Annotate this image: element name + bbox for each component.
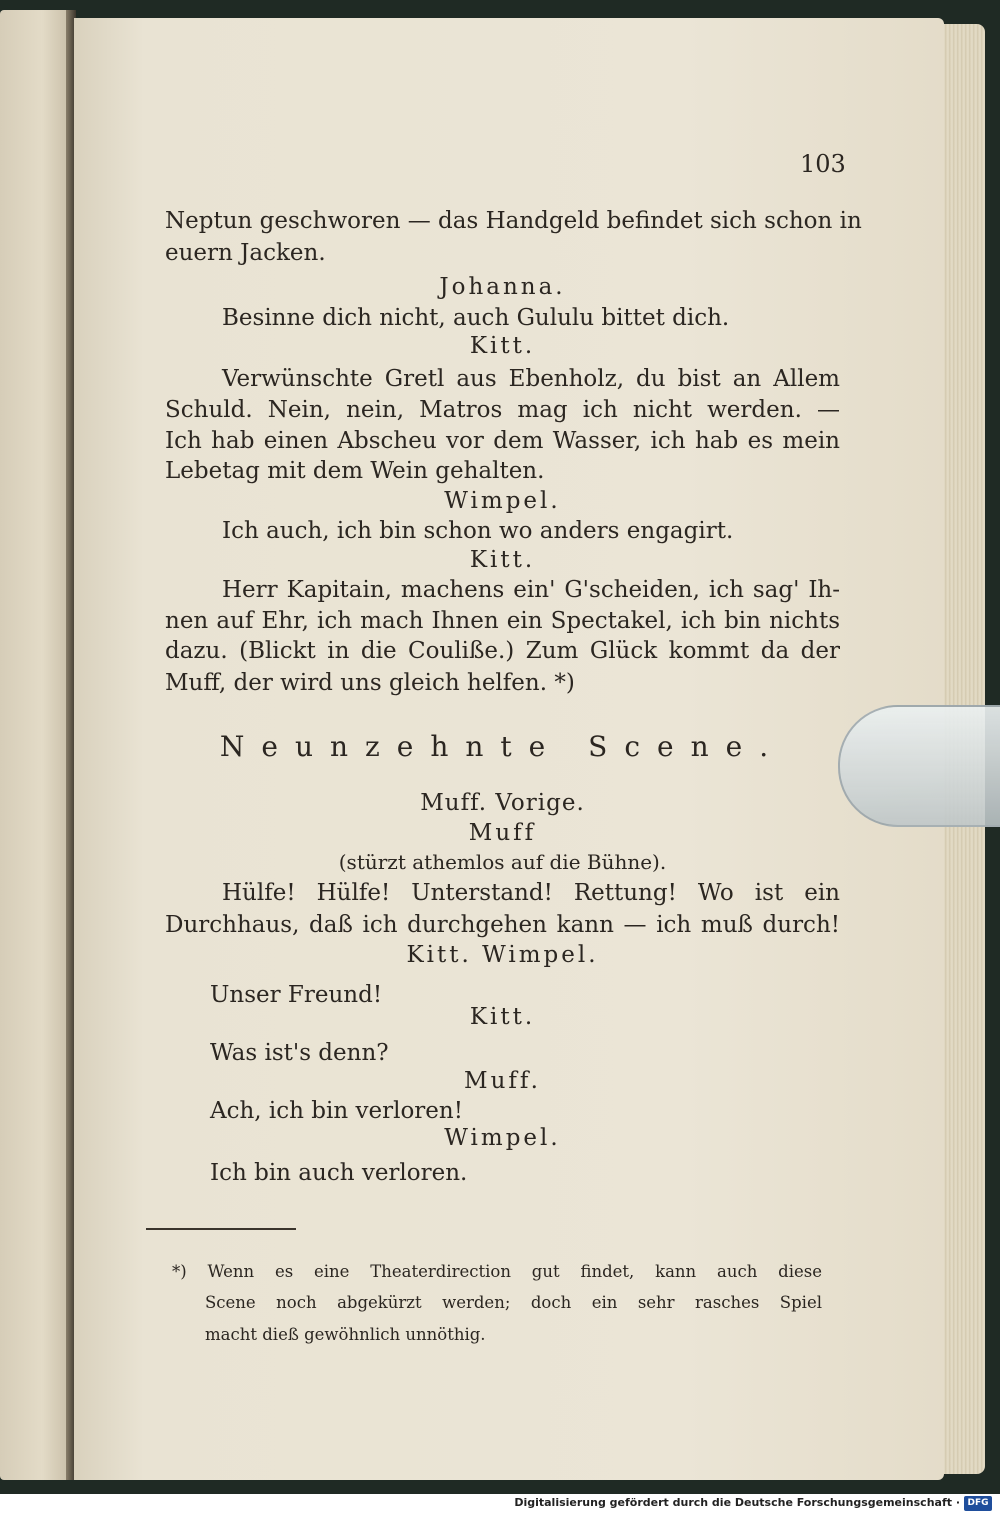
left-page-edge xyxy=(0,10,70,1480)
footnote-line: Scene noch abgekürzt werden; doch ein sehr rasches Spiel xyxy=(205,1293,822,1312)
text-line: Was ist's denn? xyxy=(210,1040,389,1066)
text-line: Lebetag mit dem Wein gehalten. xyxy=(165,458,545,484)
cast-list: Muff. Vorige. xyxy=(420,790,585,816)
text-line: euern Jacken. xyxy=(165,240,326,266)
page-number: 103 xyxy=(800,150,846,178)
speaker-label: Kitt. Wimpel. xyxy=(406,942,599,968)
speaker-label: Wimpel. xyxy=(444,1125,561,1151)
dfg-logo: DFG xyxy=(964,1496,992,1511)
speaker-label: Kitt. xyxy=(469,547,536,573)
speaker-label: Johanna. xyxy=(439,274,566,300)
scene-heading: Neunzehnte Scene. xyxy=(219,730,786,763)
footer-credit: Digitalisierung gefördert durch die Deutsche Forschungsgemeinschaft · xyxy=(514,1496,960,1509)
text-line: Muff, der wird uns gleich helfen. *) xyxy=(165,670,575,696)
footnote-rule xyxy=(146,1228,296,1230)
text-line: Ich auch, ich bin schon wo anders engagirt. xyxy=(222,518,734,544)
stage-direction: (stürzt athemlos auf die Bühne). xyxy=(338,850,667,874)
text-line: Ach, ich bin verloren! xyxy=(210,1098,463,1124)
speaker-label: Kitt. xyxy=(469,1004,536,1030)
text-line: Durchhaus, daß ich durchgehen kann — ich muß durch! xyxy=(165,912,840,938)
text-line: Hülfe! Hülfe! Unterstand! Rettung! Wo ist ein xyxy=(222,880,840,906)
speaker-label: Wimpel. xyxy=(444,488,561,514)
text-line: nen auf Ehr, ich mach Ihnen ein Spectakel, ich bin nichts xyxy=(165,608,840,634)
text-line: Ich hab einen Abscheu vor dem Wasser, ich hab es mein xyxy=(165,428,840,454)
page-clip xyxy=(838,705,1000,827)
text-line: Schuld. Nein, nein, Matros mag ich nicht werden. — xyxy=(165,397,840,423)
speaker-label: Kitt. xyxy=(469,333,536,359)
text-line: Besinne dich nicht, auch Gululu bittet dich. xyxy=(222,305,730,331)
footer-bar xyxy=(0,1494,1000,1515)
text-line: Verwünschte Gretl aus Ebenholz, du bist an Allem xyxy=(222,366,840,392)
text-line: dazu. (Blickt in die Couliße.) Zum Glück kommt da der xyxy=(165,638,840,664)
text-line: Ich bin auch verloren. xyxy=(210,1160,468,1186)
speaker-label: Muff. xyxy=(464,1068,541,1094)
footnote-line: *) Wenn es eine Theaterdirection gut findet, kann auch diese xyxy=(172,1262,822,1281)
text-line: Neptun geschworen — das Handgeld befindet sich schon in xyxy=(165,208,862,234)
speaker-label: Muff xyxy=(468,820,537,846)
text-line: Unser Freund! xyxy=(210,982,383,1008)
footnote-line: macht dieß gewöhnlich unnöthig. xyxy=(205,1325,486,1344)
text-line: Herr Kapitain, machens ein' G'scheiden, ich sag' Ih- xyxy=(222,577,840,603)
